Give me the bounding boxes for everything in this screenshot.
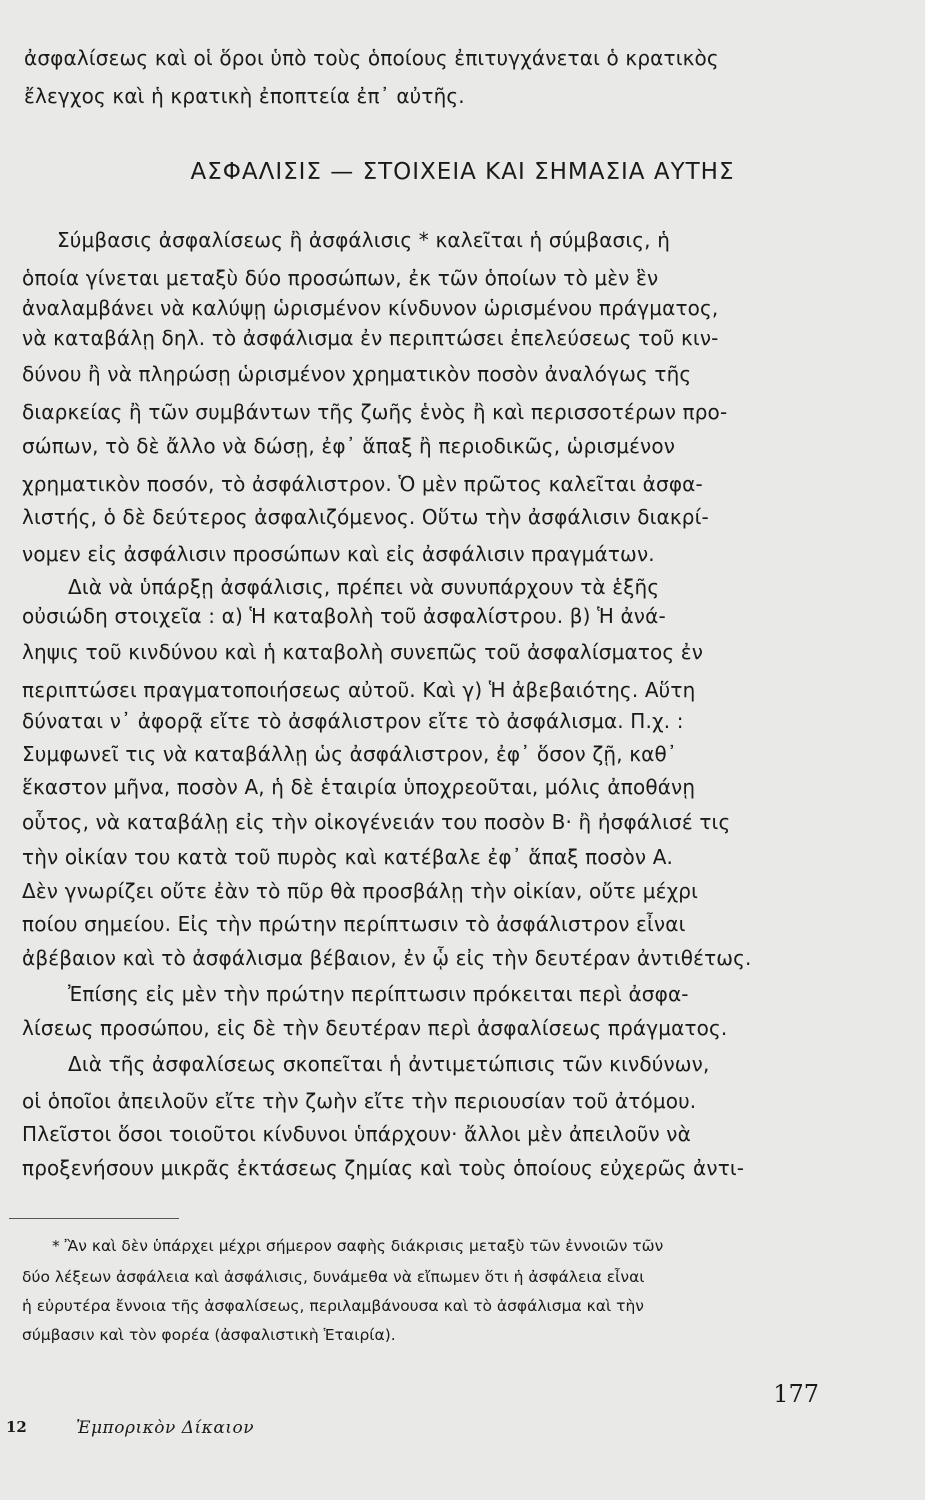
- footnote-line: ἡ εὐρυτέρα ἔννοια τῆς ἀσφαλίσεως, περιλαμβάνουσα καὶ τὸ ἀσφάλισμα καὶ τὴν: [22, 1297, 644, 1315]
- body-line: ἕκαστον μῆνα, ποσὸν Α, ἡ δὲ ἑταιρία ὑποχρεοῦται, μόλις ἀποθάνῃ: [22, 775, 696, 799]
- body-line: νὰ καταβάλῃ δηλ. τὸ ἀσφάλισμα ἐν περιπτώσει ἐπελεύσεως τοῦ κιν-: [22, 326, 719, 350]
- printer-signature: 12: [6, 1418, 27, 1436]
- body-line: ὁποία γίνεται μεταξὺ δύο προσώπων, ἐκ τῶν ὁποίων τὸ μὲν ἓν: [22, 266, 659, 290]
- intro-line: ἀσφαλίσεως καὶ οἱ ὅροι ὑπὸ τοὺς ὁποίους ἐπιτυγχάνεται ὁ κρατικὸς: [24, 46, 719, 70]
- body-line: οὗτος, νὰ καταβάλῃ εἰς τὴν οἰκογένειάν του ποσὸν Β· ἢ ἠσφάλισέ τις: [22, 810, 731, 834]
- footnote-line: * Ἂν καὶ δὲν ὑπάρχει μέχρι σήμερον σαφὴς διάκρισις μεταξὺ τῶν ἐννοιῶν τῶν: [52, 1237, 664, 1255]
- body-line: διαρκείας ἢ τῶν συμβάντων τῆς ζωῆς ἑνὸς ἢ καὶ περισσοτέρων προ-: [22, 400, 728, 424]
- body-line: σώπων, τὸ δὲ ἄλλο νὰ δώσῃ, ἐφ᾿ ἅπαξ ἢ περιοδικῶς, ὡρισμένον: [22, 434, 676, 458]
- page-number: 177: [773, 1380, 819, 1408]
- body-line: Ἐπίσης εἰς μὲν τὴν πρώτην περίπτωσιν πρόκειται περὶ ἀσφα-: [68, 982, 689, 1006]
- section-heading: ΑΣΦΑΛΙΣΙΣ — ΣΤΟΙΧΕΙΑ ΚΑΙ ΣΗΜΑΣΙΑ ΑΥΤΗΣ: [190, 159, 735, 185]
- intro-line: ἔλεγχος καὶ ἡ κρατικὴ ἐποπτεία ἐπ᾿ αὐτῆς.: [24, 84, 465, 108]
- footnote-rule: [9, 1218, 179, 1219]
- body-line: Σύμβασις ἀσφαλίσεως ἢ ἀσφάλισις * καλεῖται ἡ σύμβασις, ἡ: [57, 228, 671, 252]
- body-line: ἀναλαμβάνει νὰ καλύψῃ ὡρισμένον κίνδυνον ὡρισμένου πράγματος,: [22, 296, 719, 320]
- body-line: Διὰ νὰ ὑπάρξῃ ἀσφάλισις, πρέπει νὰ συνυπάρχουν τὰ ἑξῆς: [68, 575, 660, 599]
- body-line: νομεν εἰς ἀσφάλισιν προσώπων καὶ εἰς ἀσφάλισιν πραγμάτων.: [22, 542, 655, 566]
- body-line: ποίου σημείου. Εἰς τὴν πρώτην περίπτωσιν τὸ ἀσφάλιστρον εἶναι: [22, 912, 686, 936]
- body-line: οἱ ὁποῖοι ἀπειλοῦν εἴτε τὴν ζωὴν εἴτε τὴν περιουσίαν τοῦ ἀτόμου.: [22, 1089, 697, 1113]
- footnote-line: δύο λέξεων ἀσφάλεια καὶ ἀσφάλισις, δυνάμεθα νὰ εἴπωμεν ὅτι ἡ ἀσφάλεια εἶναι: [22, 1268, 645, 1286]
- body-line: ληψις τοῦ κινδύνου καὶ ἡ καταβολὴ συνεπῶς τοῦ ἀσφαλίσματος ἐν: [22, 640, 704, 664]
- body-line: λίσεως προσώπου, εἰς δὲ τὴν δευτέραν περὶ ἀσφαλίσεως πράγματος.: [22, 1016, 728, 1040]
- body-line: Πλεῖστοι ὅσοι τοιοῦτοι κίνδυνοι ὑπάρχουν· ἄλλοι μὲν ἀπειλοῦν νὰ: [22, 1122, 691, 1146]
- body-line: δύνου ἢ νὰ πληρώσῃ ὡρισμένον χρηματικὸν ποσὸν ἀναλόγως τῆς: [22, 362, 692, 386]
- body-line: Διὰ τῆς ἀσφαλίσεως σκοπεῖται ἡ ἀντιμετώπισις τῶν κινδύνων,: [68, 1052, 710, 1076]
- footnote-line: σύμβασιν καὶ τὸν φορέα (ἀσφαλιστικὴ Ἑταιρία).: [22, 1326, 396, 1344]
- running-title: Ἐμπορικὸν Δίκαιον: [76, 1418, 255, 1438]
- body-line: οὐσιώδη στοιχεῖα : α) Ἡ καταβολὴ τοῦ ἀσφαλίστρου. β) Ἡ ἀνά-: [22, 604, 666, 628]
- body-line: ἀβέβαιον καὶ τὸ ἀσφάλισμα βέβαιον, ἐν ᾧ εἰς τὴν δευτέραν ἀντιθέτως.: [22, 946, 752, 970]
- body-line: λιστής, ὁ δὲ δεύτερος ἀσφαλιζόμενος. Οὕτω τὴν ἀσφάλισιν διακρί-: [22, 505, 709, 529]
- body-line: τὴν οἰκίαν του κατὰ τοῦ πυρὸς καὶ κατέβαλε ἐφ᾿ ἅπαξ ποσὸν Α.: [22, 845, 674, 869]
- body-line: προξενήσουν μικρᾶς ἐκτάσεως ζημίας καὶ τοὺς ὁποίους εὐχερῶς ἀντι-: [22, 1156, 745, 1180]
- body-line: περιπτώσει πραγματοποιήσεως αὐτοῦ. Καὶ γ) Ἡ ἀβεβαιότης. Αὕτη: [22, 678, 696, 702]
- body-line: Δὲν γνωρίζει οὔτε ἐὰν τὸ πῦρ θὰ προσβάλῃ τὴν οἰκίαν, οὔτε μέχρι: [22, 879, 699, 903]
- body-line: χρηματικὸν ποσόν, τὸ ἀσφάλιστρον. Ὁ μὲν πρῶτος καλεῖται ἀσφα-: [22, 472, 703, 496]
- body-line: δύναται ν᾿ ἀφορᾷ εἴτε τὸ ἀσφάλιστρον εἴτε τὸ ἀσφάλισμα. Π.χ. :: [22, 709, 684, 733]
- body-line: Συμφωνεῖ τις νὰ καταβάλλῃ ὡς ἀσφάλιστρον, ἐφ᾿ ὅσον ζῇ, καθ᾿: [22, 742, 678, 766]
